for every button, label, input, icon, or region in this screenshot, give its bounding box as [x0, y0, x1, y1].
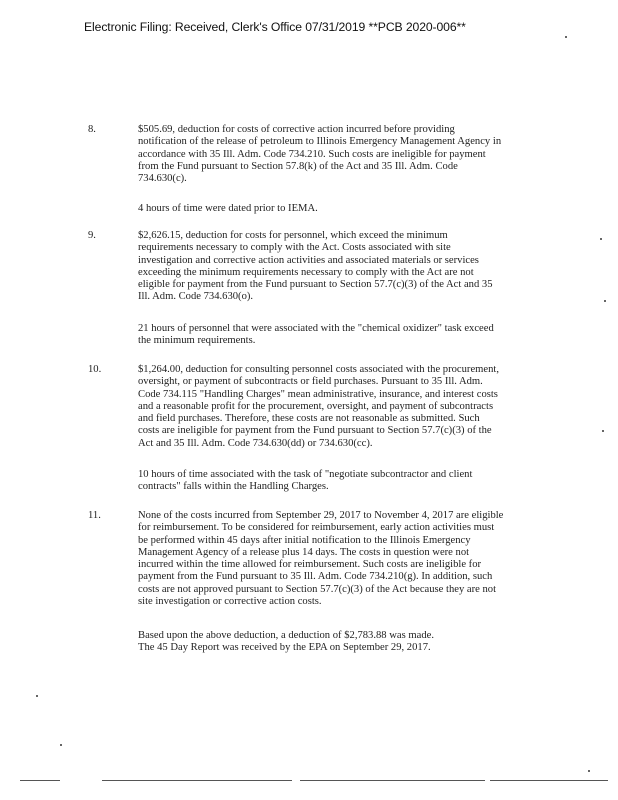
text-line: be performed within 45 days after initial notification to the Illinois Emergency	[138, 534, 471, 546]
paragraph	[138, 230, 534, 304]
filing-stamp-header: Electronic Filing: Received, Clerk's Office 07/31/2019 **PCB 2020-006**	[84, 20, 466, 34]
paragraph	[138, 630, 534, 655]
text-line: accordance with 35 Ill. Adm. Code 734.210. Such costs are ineligible for payment	[138, 148, 486, 160]
scan-speck	[602, 430, 604, 432]
text-line: payment from the Fund pursuant to 35 Ill. Adm. Code 734.210(g). In addition, such	[138, 571, 493, 583]
text-line: contracts" falls within the Handling Charges.	[138, 481, 329, 493]
scan-artifact-line	[102, 780, 292, 781]
text-line: from the Fund pursuant to Section 57.8(k) of the Act and 35 Ill. Adm. Code	[138, 160, 458, 172]
paragraph	[138, 364, 534, 450]
paragraph	[138, 469, 534, 494]
item-number: 9.	[88, 230, 96, 241]
text-line: and field purchases. Therefore, these costs are not reasonable as submitted. Such	[138, 413, 480, 425]
item-number: 8.	[88, 124, 96, 135]
text-line: incurred within the time allowed for reimbursement. Such costs are ineligible for	[138, 559, 482, 571]
text-line: the minimum requirements.	[138, 335, 256, 347]
text-line: Ill. Adm. Code 734.630(o).	[138, 291, 254, 303]
text-line: oversight, or payment of subcontracts or field purchases. Pursuant to 35 Ill. Adm.	[138, 376, 483, 388]
scan-artifact-line	[300, 780, 485, 781]
text-line: Code 734.115 "Handling Charges" mean administrative, insurance, and interest costs	[138, 388, 498, 400]
text-line: exceeding the minimum requirements necessary to comply with the Act are not	[138, 266, 474, 278]
scan-speck	[60, 744, 62, 746]
paragraph	[138, 510, 534, 608]
text-line: site investigation or corrective action costs.	[138, 596, 322, 608]
text-line: $2,626.15, deduction for costs for personnel, which exceed the minimum	[138, 230, 448, 241]
text-line: notification of the release of petroleum to Illinois Emergency Management Agency in	[138, 136, 502, 148]
paragraph	[138, 124, 534, 185]
text-line: The 45 Day Report was received by the EPA on September 29, 2017.	[138, 642, 431, 654]
text-line: 734.630(c).	[138, 173, 187, 185]
text-line: $1,264.00, deduction for consulting personnel costs associated with the procurement,	[138, 364, 499, 375]
scan-speck	[565, 36, 567, 38]
text-line: and a reasonable profit for the procurement, oversight, and payment of subcontracts	[138, 400, 494, 412]
text-line: investigation and corrective action activities and associated materials or services	[138, 254, 479, 266]
text-line: requirements necessary to comply with the Act. Costs associated with site	[138, 242, 451, 254]
scan-artifact-line	[490, 780, 608, 781]
paragraph	[138, 323, 534, 348]
paragraph	[138, 203, 534, 215]
scan-speck	[588, 770, 590, 772]
text-line: 4 hours of time were dated prior to IEMA.	[138, 203, 318, 214]
text-line: Based upon the above deduction, a deduction of $2,783.88 was made.	[138, 630, 434, 641]
scan-speck	[36, 695, 38, 697]
text-line: eligible for payment from the Fund pursuant to Section 57.7(c)(3) of the Act and 35	[138, 279, 493, 291]
text-line: costs are not approved pursuant to Section 57.7(c)(3) of the Act because they are not	[138, 583, 497, 595]
scan-speck	[604, 300, 606, 302]
text-line: $505.69, deduction for costs of corrective action incurred before providing	[138, 124, 455, 135]
text-line: costs are ineligible for payment from the Fund pursuant to Section 57.7(c)(3) of the	[138, 425, 492, 437]
item-number: 10.	[88, 364, 102, 375]
text-line: Management Agency of a release plus 14 days. The costs in question were not	[138, 546, 470, 558]
text-line: None of the costs incurred from September 29, 2017 to November 4, 2017 are eligible	[138, 510, 504, 521]
text-line: for reimbursement. To be considered for reimbursement, early action activities must	[138, 522, 495, 534]
item-number: 11.	[88, 510, 101, 521]
scan-artifact-line	[20, 780, 60, 781]
text-line: 21 hours of personnel that were associated with the "chemical oxidizer" task exceed	[138, 323, 494, 334]
text-line: 10 hours of time associated with the task of "negotiate subcontractor and client	[138, 469, 473, 480]
scan-speck	[600, 238, 602, 240]
text-line: Act and 35 Ill. Adm. Code 734.630(dd) or 734.630(cc).	[138, 437, 373, 449]
